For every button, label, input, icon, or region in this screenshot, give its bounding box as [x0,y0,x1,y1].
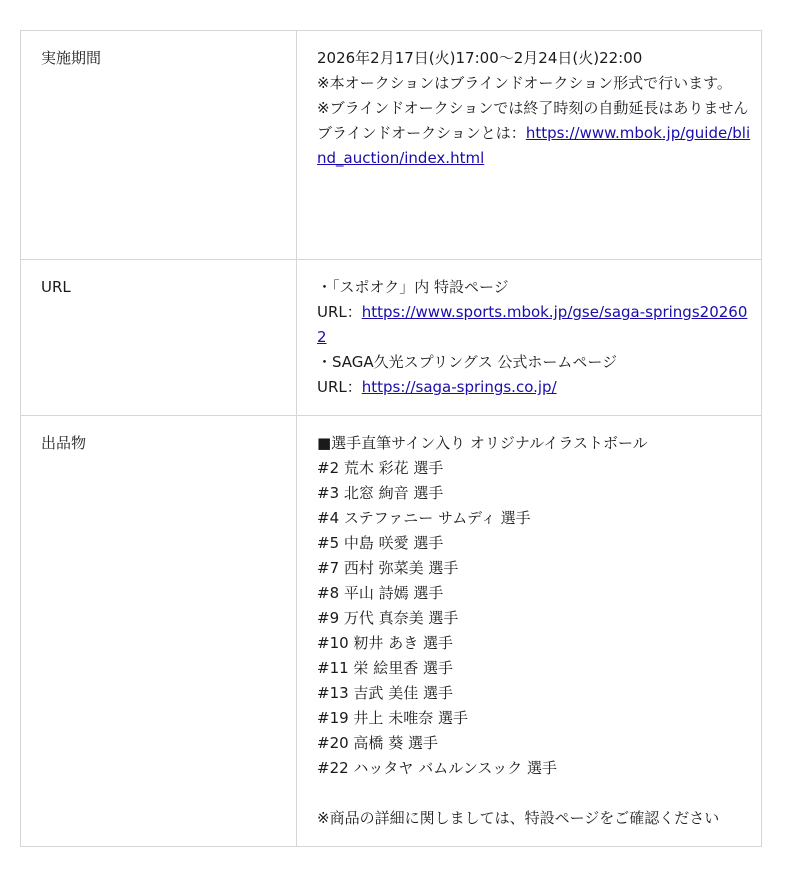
period-value [297,31,762,260]
player-item: #9 万代 真奈美 選手 [317,609,459,627]
url-value [297,260,762,416]
items-heading: ■選手直筆サイン入り オリジナルイラストボール [317,434,648,452]
auction-info-table [20,30,762,847]
items-label: 出品物 [21,416,297,847]
period-label: 実施期間 [21,31,297,260]
player-item: #19 井上 未唯奈 選手 [317,709,468,727]
items-row [21,416,762,847]
player-item: #7 西村 弥菜美 選手 [317,559,459,577]
player-item: #3 北窓 絢音 選手 [317,484,444,502]
spacer [317,781,751,806]
official-site-title: ・SAGA久光スプリングス 公式ホームページ [317,353,618,371]
period-note-blind: ※本オークションはブラインドオークション形式で行います。 [317,74,732,92]
blind-auction-about [317,121,751,171]
player-item: #20 高橋 葵 選手 [317,734,438,752]
player-item: #2 荒木 彩花 選手 [317,459,444,477]
period-note-no-extension: ※ブラインドオークションでは終了時刻の自動延長はありません [317,99,749,117]
special-page-title: ・「スポオク」内 特設ページ [317,278,509,296]
items-value [297,416,762,847]
player-item: #8 平山 詩嫣 選手 [317,584,444,602]
special-page-link[interactable]: https://www.sports.mbok.jp/gse/saga-springs202602 [317,303,748,346]
special-page-url-prefix: URL： [317,303,362,321]
period-row [21,31,762,260]
special-page-url [317,300,751,350]
player-item: #4 ステファニー サムディ 選手 [317,509,531,527]
player-item: #11 栄 絵里香 選手 [317,659,453,677]
player-item: #5 中島 咲愛 選手 [317,534,444,552]
url-row [21,260,762,416]
period-datetime: 2026年2月17日(火)17:00〜2月24日(火)22:00 [317,49,643,67]
blind-auction-about-prefix: ブラインドオークションとは： [317,124,526,142]
blind-auction-guide-link[interactable]: https://www.mbok.jp/guide/blind_auction/index.html [317,124,751,167]
official-site-link[interactable]: https://saga-springs.co.jp/ [361,378,557,396]
player-item: #22 ハッタヤ バムルンスック 選手 [317,759,557,777]
player-item: #10 籾井 あき 選手 [317,634,453,652]
url-label: URL [21,260,297,416]
official-site-url-prefix: URL： [317,378,362,396]
official-site-url [317,375,751,400]
items-footnote: ※商品の詳細に関しましては、特設ページをご確認ください [317,809,720,827]
player-item: #13 吉武 美佳 選手 [317,684,453,702]
